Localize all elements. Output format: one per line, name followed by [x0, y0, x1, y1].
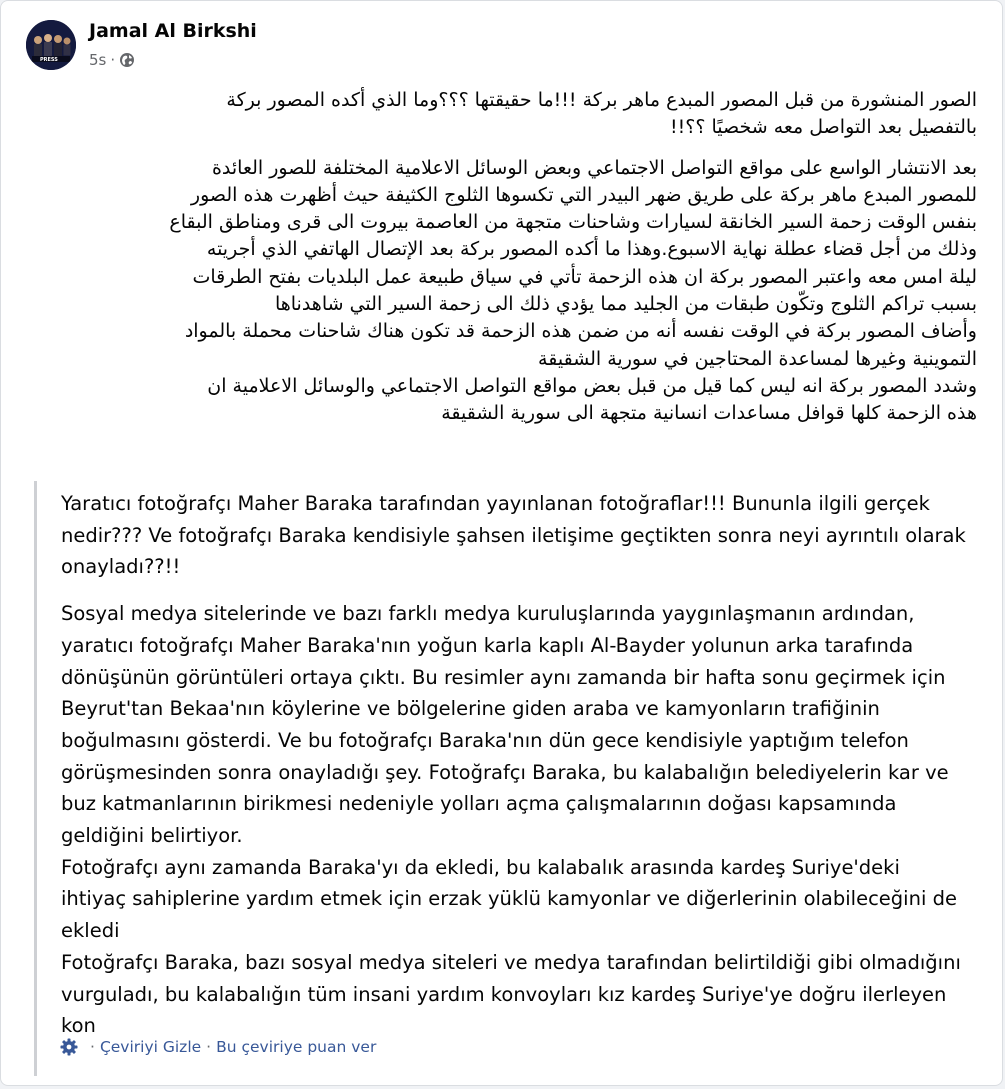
translation-text	[61, 488, 986, 1057]
meta-separator: ·	[110, 51, 116, 69]
globe-icon[interactable]	[119, 52, 135, 68]
arabic-paragraph: بعد الانتشار الواسع على مواقع التواصل الاجتماعي وبعض الوسائل الاعلامية المختلفة للصور العائدة للمصور المبدع ماهر بركة على طريق ضهر البيدر التي تكسوها الثلوج الكثيفة حيث أظهرت هذه الصور بنفس الوقت زحمة السير الخانقة لسيارات وشاحنات متجهة من العاصمة بيروت الى قرى ومناطق البقاع وذلك من أجل قضاء عطلة نهاية الاسبوع.وهذا ما أكده المصور بركة بعد الإتصال الهاتفي الذي أجريته ليلة امس معه واعتبر المصور بركة ان هذه الزحمة تأتي في سياق طبيعة عمل البلديات بفتح الطرقات بسبب تراكم الثلوج وتكّون طبقات من الجليد مما يؤدي ذلك الى زحمة السير التي شاهدناها وأضاف المصور بركة في الوقت نفسه أنه من ضمن هذه الزحمة قد تكون هناك شاحنات محملة بالمواد التموينية وغيرها لمساعدة المحتاجين في سورية الشقيقة وشدد المصور بركة انه ليس كما قيل من قبل بعض مواقع التواصل الاجتماعي والوسائل الاعلامية ان هذه الزحمة كلها قوافل مساعدات انسانية متجهة الى سورية الشقيقة	[169, 156, 977, 425]
hide-translation-link[interactable]: Çeviriyi Gizle	[99, 1038, 202, 1056]
translation-paragraph: Sosyal medya sitelerinde ve bazı farklı medya kuruluşlarında yaygınlaşmanın ardından, yaratıcı fotoğrafçı Maher Baraka'nın yoğun karla kaplı Al-Bayder yolunun arka tarafında dönüşünün görüntüleri ortaya çıktı. Bu resimler aynı zamanda bir hafta sonu geçirmek için Beyrut'tan Bekaa'nın köylerine ve bölgelerine giden araba ve kamyonların trafiğinin boğulmasını gösterdi. Ve bu fotoğrafçı Baraka'nın dün gece kendisiyle yaptığım telefon görüşmesinden sonra onayladığı şey. Fotoğrafçı Baraka, bu kalabalığın belediyelerin kar ve buz katmanlarının birikmesi nedeniyle yolları açma çalışmalarının doğası kapsamında geldiğini belirtiyor. Fotoğrafçı aynı zamanda Baraka'yı da ekledi, bu kalabalık arasında kardeş Suriye'deki ihtiyaç sahiplerine yardım etmek için erzak yüklü kamyonlar ve diğerlerinin olabileceğini de ekledi Fotoğrafçı Baraka, bazı sosyal medya siteleri ve medya tarafından belirtildiği gibi olmadığını vurguladı, bu kalabalığın tüm insani yardım konvoyları kız kardeş Suriye'ye doğru ilerleyen kon	[61, 602, 961, 1038]
post-timestamp[interactable]: 5s	[89, 51, 107, 69]
translation-footer	[59, 1037, 376, 1057]
translation-block	[34, 481, 982, 1076]
translation-paragraph: Yaratıcı fotoğrafçı Maher Baraka tarafından yayınlanan fotoğraflar!!! Bununla ilgili gerçek nedir??? Ve fotoğrafçı Baraka kendisiyle şahsen iletişime geçtikten sonra neyi ayrıntılı olarak onayladı??!!	[61, 492, 966, 579]
avatar-label: PRESS	[40, 57, 58, 63]
arabic-paragraph: الصور المنشورة من قبل المصور المبدع ماهر بركة !!!ما حقيقتها ؟؟؟وما الذي أكده المصور بركة بالتفصيل بعد التواصل معه شخصيًا ؟؟!!	[226, 89, 977, 139]
post-text-arabic	[22, 87, 977, 441]
avatar[interactable]	[26, 20, 76, 70]
post-meta	[89, 51, 135, 69]
avatar-image	[26, 20, 76, 70]
footer-separator: ·	[90, 1038, 95, 1056]
rate-translation-link[interactable]: Bu çeviriye puan ver	[216, 1038, 377, 1056]
author-name[interactable]: Jamal Al Birkshi	[89, 20, 257, 42]
gear-icon[interactable]	[59, 1037, 79, 1057]
footer-separator: ·	[206, 1038, 212, 1056]
